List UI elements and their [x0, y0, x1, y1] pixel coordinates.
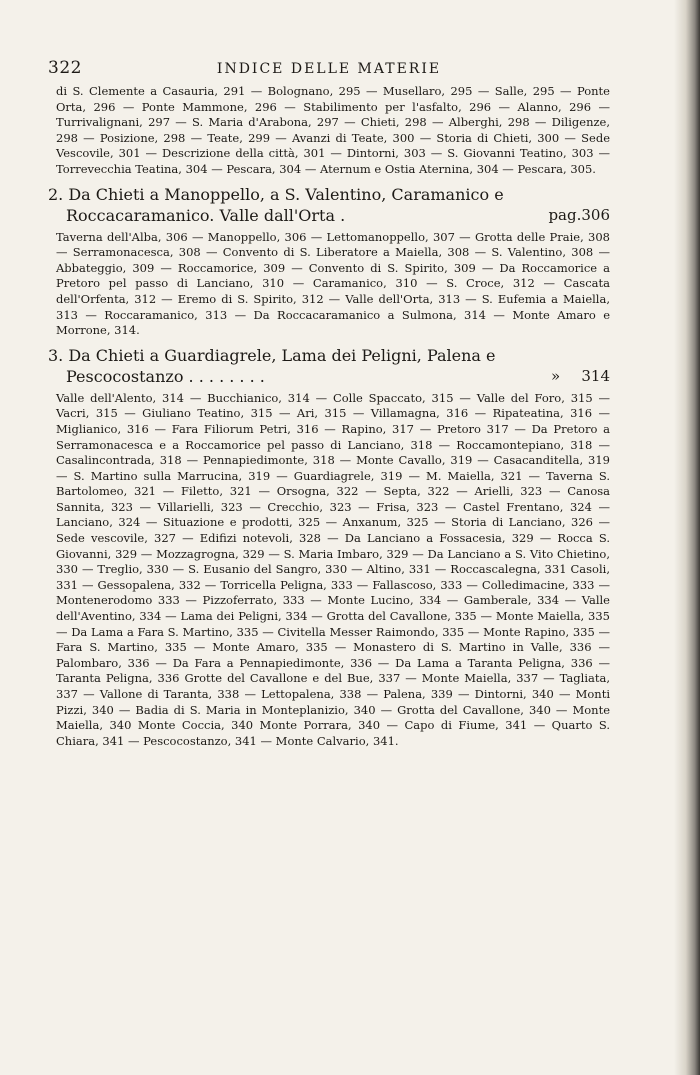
- intro-paragraph: di S. Clemente a Casauria, 291 — Bolognano, 295 — Musellaro, 295 — Salle, 295 — Ponte Orta, 296 — Ponte Mammone, 296 — Stabilimento per l'asfalto, 296 — Alanno, 296 — Turrivalignani, 297 — S. Maria d'Arabona, 297 — Chieti, 298 — Alberghi, 298 — Diligenze, 298 — Posizione, 298 — Teate, 299 — Avanzi di Teate, 300 — Storia di Chieti, 300 — Sede Vescovile, 301 — Descrizione della città, 301 — Dintorni, 303 — S. Giovanni Teatino, 303 — Torrevecchia Teatina, 304 — Pescara, 304 — Aternum e Ostia Aternina, 304 — Pescara, 305.: [56, 84, 610, 176]
- section-title: 3. Da Chieti a Guardiagrele, Lama dei Peligni, Palena e Pescocostanzo . . . . . . . .: [48, 345, 496, 386]
- section-2: [48, 184, 610, 339]
- book-spine-shadow: [674, 0, 700, 1075]
- section-body: Valle dell'Alento, 314 — Bucchianico, 314 — Colle Spaccato, 315 — Valle del Foro, 315 — Vacri, 315 — Giuliano Teatino, 315 — Ari, 315 — Villamagna, 316 — Ripateatina, 316 — Miglianico, 316 — Fara Filiorum Petri, 316 — Rapino, 317 — Pretoro 317 — Da Pretoro a Serramonacesca e a Roccamorice pel passo di Lanciano, 318 — Roccamontepiano, 318 — Casalincontrada, 318 — Pennapiedimonte, 318 — Monte Cavallo, 319 — Casacanditella, 319 — S. Martino sulla Marrucina, 319 — Guardiagrele, 319 — M. Maiella, 321 — Taverna S. Bartolomeo, 321 — Filetto, 321 — Orsogna, 322 — Septa, 322 — Arielli, 323 — Canosa Sannita, 323 — Villarielli, 323 — Crecchio, 323 — Frisa, 323 — Castel Frentano, 324 — Lanciano, 324 — Situazione e prodotti, 325 — Anxanum, 325 — Storia di Lanciano, 326 — Sede vescovile, 327 — Edifizi notevoli, 328 — Da Lanciano a Fossacesia, 329 — Rocca S. Giovanni, 329 — Mozzagrogna, 329 — S. Maria Imbaro, 329 — Da Lanciano a S. Vito Chietino, 330 — Treglio, 330 — S. Eusanio del Sangro, 330 — Altino, 331 — Roccascalegna, 331 Casoli, 331 — Gessopalena, 332 — Torricella Peligna, 333 — Fallascoso, 333 — Colledimacine, 333 — Montenerodomo 333 — Pizzoferrato, 333 — Monte Lucino, 334 — Gamberale, 334 — Valle dell'Aventino, 334 — Lama dei Peligni, 334 — Grotta del Cavallone, 335 — Monte Maiella, 335 — Da Lama a Fara S. Martino, 335 — Civitella Messer Raimondo, 335 — Monte Rapino, 335 — Fara S. Martino, 335 — Monte Amaro, 335 — Monastero di S. Martino in Valle, 336 — Palombaro, 336 — Da Fara a Pennapiedimonte, 336 — Da Lama a Taranta Peligna, 336 — Taranta Peligna, 336 Grotte del Cavallone e del Bue, 337 — Monte Maiella, 337 — Tagliata, 337 — Vallone di Taranta, 338 — Lettopalena, 338 — Palena, 339 — Dintorni, 340 — Monti Pizzi, 340 — Badia di S. Maria in Monteplanizio, 340 — Grotta del Cavallone, 340 — Monte Maiella, 340 Monte Coccia, 340 Monte Porrara, 340 — Capo di Fiume, 341 — Quarto S. Chiara, 341 — Pescocostanzo, 341 — Monte Calvario, 341.: [56, 390, 610, 748]
- page-title: INDICE DELLE MATERIE: [216, 61, 442, 77]
- section-heading: [48, 345, 610, 387]
- running-head: [48, 58, 610, 84]
- page-number-ref: 306: [581, 205, 610, 224]
- section-body: Taverna dell'Alba, 306 — Manoppello, 306 — Lettomanoppello, 307 — Grotta delle Praie, 308 — Serramonacesca, 308 — Convento di S. Liberatore a Maiella, 308 — S. Valentino, 308 — Abbateggio, 309 — Roccamorice, 309 — Convento di S. Spirito, 309 — Da Roccamorice a Pretoro pel passo di Lanciano, 310 — Caramanico, 310 — S. Croce, 312 — Cascata dell'Orfenta, 312 — Eremo di S. Spirito, 312 — Valle dell'Orta, 313 — S. Eufemia a Maiella, 313 — Roccaramanico, 313 — Da Roccacaramanico a Sulmona, 314 — Monte Amaro e Morrone, 314.: [56, 229, 610, 338]
- section-title: 2. Da Chieti a Manoppello, a S. Valentino, Caramanico e Roccacaramanico. Valle dall'Orta .: [48, 184, 504, 225]
- section-page-ref: [531, 366, 610, 387]
- section-3: [48, 345, 610, 750]
- section-heading: [48, 184, 610, 226]
- page-number-ref: 314: [581, 366, 610, 385]
- page-label: »: [551, 366, 561, 385]
- section-page-ref: [528, 205, 610, 226]
- page-number: 322: [48, 58, 82, 78]
- page-label: pag.: [548, 205, 582, 224]
- book-page: [48, 58, 610, 749]
